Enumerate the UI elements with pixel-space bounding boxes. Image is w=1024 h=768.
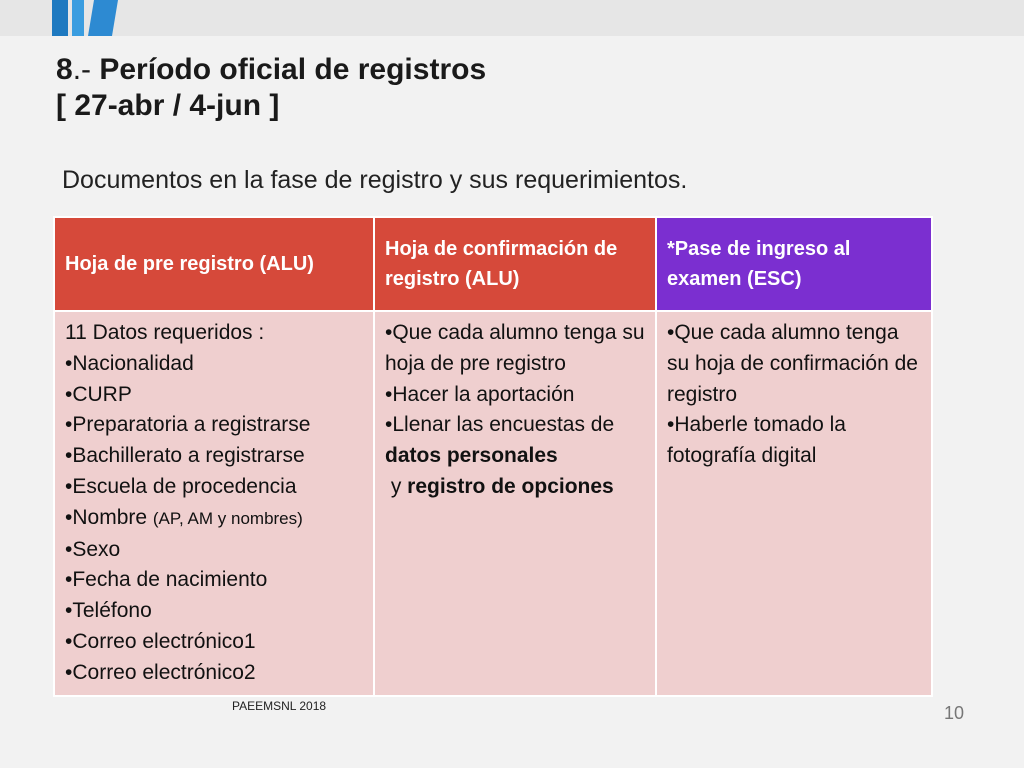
list-item: •Que cada alumno tenga su hoja de confirmación de registro bbox=[667, 321, 918, 406]
cell-confirmacion bbox=[374, 311, 656, 696]
list-item: •Que cada alumno tenga su hoja de pre registro bbox=[385, 321, 645, 375]
nombre-label: •Nombre bbox=[65, 505, 153, 529]
list-item-nombre bbox=[65, 503, 363, 535]
title-text: Período oficial de registros bbox=[99, 53, 487, 86]
encuestas-text: •Llenar las encuestas de bbox=[385, 413, 615, 437]
list-item: •Correo electrónico1 bbox=[65, 629, 256, 653]
title-separator: .- bbox=[72, 53, 100, 86]
list-intro: 11 Datos requeridos : bbox=[65, 321, 265, 344]
title-number: 8 bbox=[56, 53, 73, 86]
list-item: •Nacionalidad bbox=[65, 351, 194, 375]
requirements-table bbox=[53, 216, 933, 697]
list-item: •Preparatoria a registrarse bbox=[65, 413, 311, 437]
header-pre-registro: Hoja de pre registro (ALU) bbox=[54, 217, 374, 311]
logo-stripe-icon bbox=[52, 0, 68, 36]
header-pase-ingreso: *Pase de ingreso al examen (ESC) bbox=[656, 217, 932, 311]
encuestas-mid: y bbox=[385, 474, 408, 498]
list-item: •Teléfono bbox=[65, 599, 152, 623]
title-dates: [ 27-abr / 4-jun ] bbox=[56, 89, 280, 122]
encuestas-bold-registro: registro de opciones bbox=[407, 474, 614, 498]
slide-title bbox=[56, 52, 486, 124]
slide-subtitle: Documentos en la fase de registro y sus requerimientos. bbox=[62, 166, 688, 194]
nombre-detail: (AP, AM y nombres) bbox=[152, 508, 303, 528]
list-item: •Escuela de procedencia bbox=[65, 474, 297, 498]
logo-stripe-icon bbox=[72, 0, 84, 36]
list-item: •Sexo bbox=[65, 537, 121, 561]
list-item: •Correo electrónico2 bbox=[65, 660, 256, 684]
cell-pase-ingreso bbox=[656, 311, 932, 696]
list-item-encuestas bbox=[385, 410, 645, 502]
list-item: •Haberle tomado la fotografía digital bbox=[667, 413, 846, 468]
table-header-row bbox=[54, 217, 932, 311]
list-item: •CURP bbox=[65, 382, 132, 406]
page-number: 10 bbox=[943, 703, 964, 723]
cell-pre-registro bbox=[54, 311, 374, 696]
header-confirmacion: Hoja de confirmación de registro (ALU) bbox=[374, 217, 656, 311]
top-band bbox=[0, 0, 1024, 36]
list-item: •Bachillerato a registrarse bbox=[65, 444, 305, 468]
list-item: •Hacer la aportación bbox=[385, 382, 575, 406]
encuestas-bold-datos: datos personales bbox=[385, 444, 558, 468]
footer-label: PAEEMSNL 2018 bbox=[232, 699, 327, 713]
table-row bbox=[54, 311, 932, 696]
list-item: •Fecha de nacimiento bbox=[65, 568, 268, 592]
